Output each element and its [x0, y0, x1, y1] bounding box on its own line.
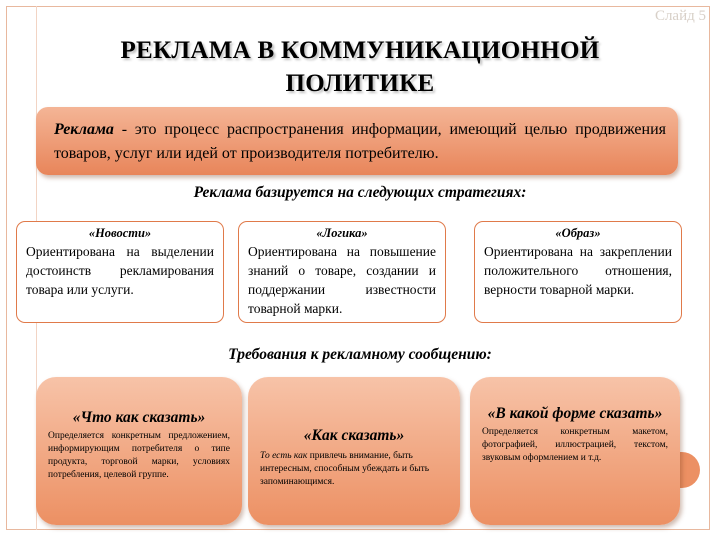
requirement-text-italic: То есть как	[260, 451, 308, 461]
strategy-text: Ориентирована на повышение знаний о товаре, создании и поддержании известности товарной марки.	[248, 244, 436, 316]
strategy-card-logic	[238, 221, 446, 323]
strategy-title: «Логика»	[316, 226, 368, 240]
strategy-card-news	[16, 221, 224, 323]
strategy-title: «Образ»	[555, 226, 601, 240]
requirement-card-what	[36, 377, 242, 525]
requirement-title: «Как сказать»	[303, 427, 405, 444]
requirement-title: «В какой форме сказать»	[487, 405, 663, 422]
requirement-text-wrap	[260, 450, 448, 489]
requirement-title: «Что как сказать»	[72, 409, 206, 426]
title-line-1: РЕКЛАМА В КОММУНИКАЦИОННОЙ	[120, 37, 600, 64]
strategy-card-image	[474, 221, 682, 323]
requirement-card-form	[470, 377, 680, 525]
requirement-text: привлечь внимание, быть интересным, способным убеждать и быть запоминающимся.	[260, 451, 430, 487]
strategy-title: «Новости»	[88, 226, 152, 240]
definition-box	[36, 107, 678, 175]
definition-lead: Реклама	[54, 121, 114, 138]
title-line-2: ПОЛИТИКЕ	[285, 70, 435, 97]
strategy-text: Ориентирована на закреплении положительного отношения, верности товарной марки.	[484, 244, 672, 297]
definition-text: - это процесс распространения информации, имеющий целью продвижения товаров, услуг или идей от производителя потребителю.	[54, 121, 666, 162]
slide-title	[60, 34, 660, 100]
requirements-heading: Требования к рекламному сообщению:	[228, 346, 492, 363]
slide-number: Слайд 5	[654, 8, 706, 24]
strategy-text: Ориентирована на выделении достоинств рекламирования товара или услуги.	[26, 244, 214, 297]
requirement-text: Определяется конкретным макетом, фотографией, иллюстрацией, текстом, звуковым оформлением и т.д.	[482, 427, 668, 463]
requirement-card-how	[248, 377, 460, 525]
strategies-heading: Реклама базируется на следующих стратегиях:	[193, 184, 527, 201]
requirement-text: Определяется конкретным предложением, информирующим потребителя о типе продукта, торговой марки, условиях потребления, целевой группе.	[48, 431, 230, 480]
